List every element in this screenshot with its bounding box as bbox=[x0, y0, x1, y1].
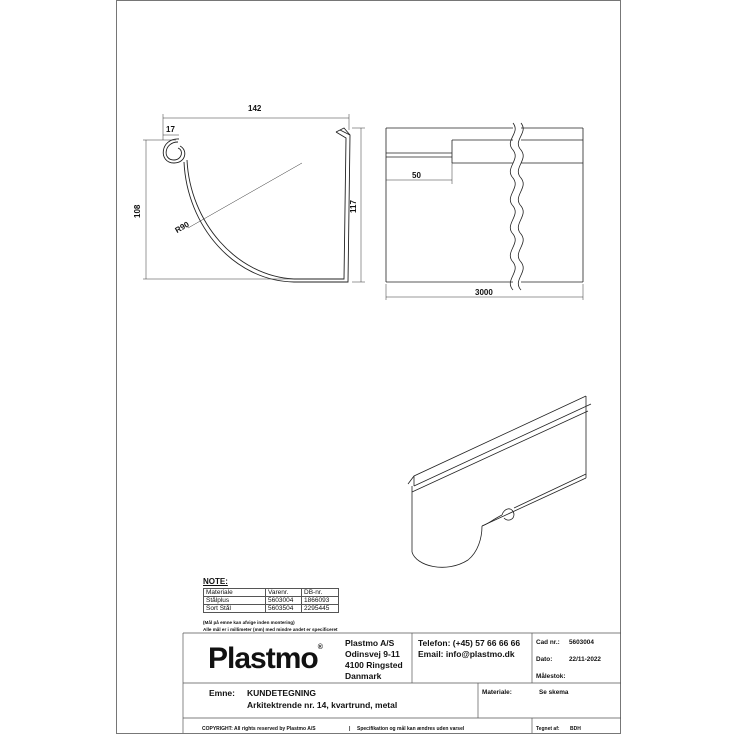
note-title: NOTE: bbox=[203, 577, 228, 586]
dim-lip-label: 17 bbox=[166, 125, 175, 134]
contact-email: Email: info@plastmo.dk bbox=[418, 649, 515, 659]
sheet-border bbox=[117, 1, 621, 734]
drawn-by-label: Tegnet af: bbox=[536, 726, 560, 732]
drawing-sheet bbox=[116, 0, 621, 735]
company-country: Danmark bbox=[345, 671, 382, 681]
company-name: Plastmo A/S bbox=[345, 638, 395, 648]
table-cell: 5603504 bbox=[266, 605, 302, 613]
side-view bbox=[386, 123, 583, 290]
subject-title: KUNDETEGNING bbox=[247, 688, 316, 698]
table-header-cell: Materiale bbox=[204, 589, 266, 597]
dim-overlap-label: 50 bbox=[412, 171, 421, 180]
isometric-view bbox=[408, 396, 591, 567]
table-row bbox=[204, 597, 339, 605]
logo-text: Plastmo bbox=[208, 642, 318, 675]
table-cell: 5603004 bbox=[266, 597, 302, 605]
material-label: Materiale: bbox=[482, 689, 512, 696]
drawn-by-value: BDH bbox=[570, 726, 581, 732]
copyright: COPYRIGHT: All rights reserved by Plastmo A/S bbox=[202, 726, 316, 732]
subject-description: Arkitektrende nr. 14, kvartrund, metal bbox=[247, 700, 398, 710]
footer-separator: | bbox=[349, 726, 351, 732]
table-cell: Stålplus bbox=[204, 597, 266, 605]
cad-label: Cad nr.: bbox=[536, 639, 560, 646]
dim-width-label: 142 bbox=[248, 104, 262, 113]
dim-length-label: 3000 bbox=[475, 288, 493, 297]
company-street: Odinsvej 9-11 bbox=[345, 649, 400, 659]
table-header-row bbox=[204, 589, 339, 597]
company-city: 4100 Ringsted bbox=[345, 660, 403, 670]
date-label: Dato: bbox=[536, 656, 553, 663]
table-header-cell: DB-nr. bbox=[302, 589, 339, 597]
table-cell: Sort Stål bbox=[204, 605, 266, 613]
table-row bbox=[204, 605, 339, 613]
profile-view bbox=[163, 125, 350, 282]
table-header-cell: Varenr. bbox=[266, 589, 302, 597]
table-cell: 1866093 bbox=[302, 597, 339, 605]
scale-label: Målestok: bbox=[536, 673, 566, 680]
material-table bbox=[203, 588, 339, 613]
table-cell: 2295445 bbox=[302, 605, 339, 613]
contact-phone: Telefon: (+45) 57 66 66 66 bbox=[418, 638, 521, 648]
dim-radius-label: R90 bbox=[173, 219, 191, 235]
technical-drawing bbox=[116, 0, 621, 735]
registered-mark: ® bbox=[317, 644, 322, 651]
note-fine-1: (Mål på emne kan afvige inden montering) bbox=[203, 620, 295, 625]
dim-height-left-label: 108 bbox=[133, 204, 142, 218]
plastmo-logo bbox=[208, 644, 322, 674]
dim-height-right-label: 117 bbox=[349, 200, 358, 213]
side-dimensions bbox=[386, 163, 583, 300]
material-value: Se skema bbox=[539, 689, 569, 696]
date-value: 22/11-2022 bbox=[569, 656, 601, 663]
footer-notice: Specifikation og mål kan ændres uden varsel bbox=[357, 726, 465, 732]
cad-value: 5603004 bbox=[569, 639, 594, 646]
subject-label: Emne: bbox=[209, 688, 235, 698]
note-fine-2: Alle mål er i millimeter (mm) med mindre andet er specificeret bbox=[203, 627, 338, 632]
